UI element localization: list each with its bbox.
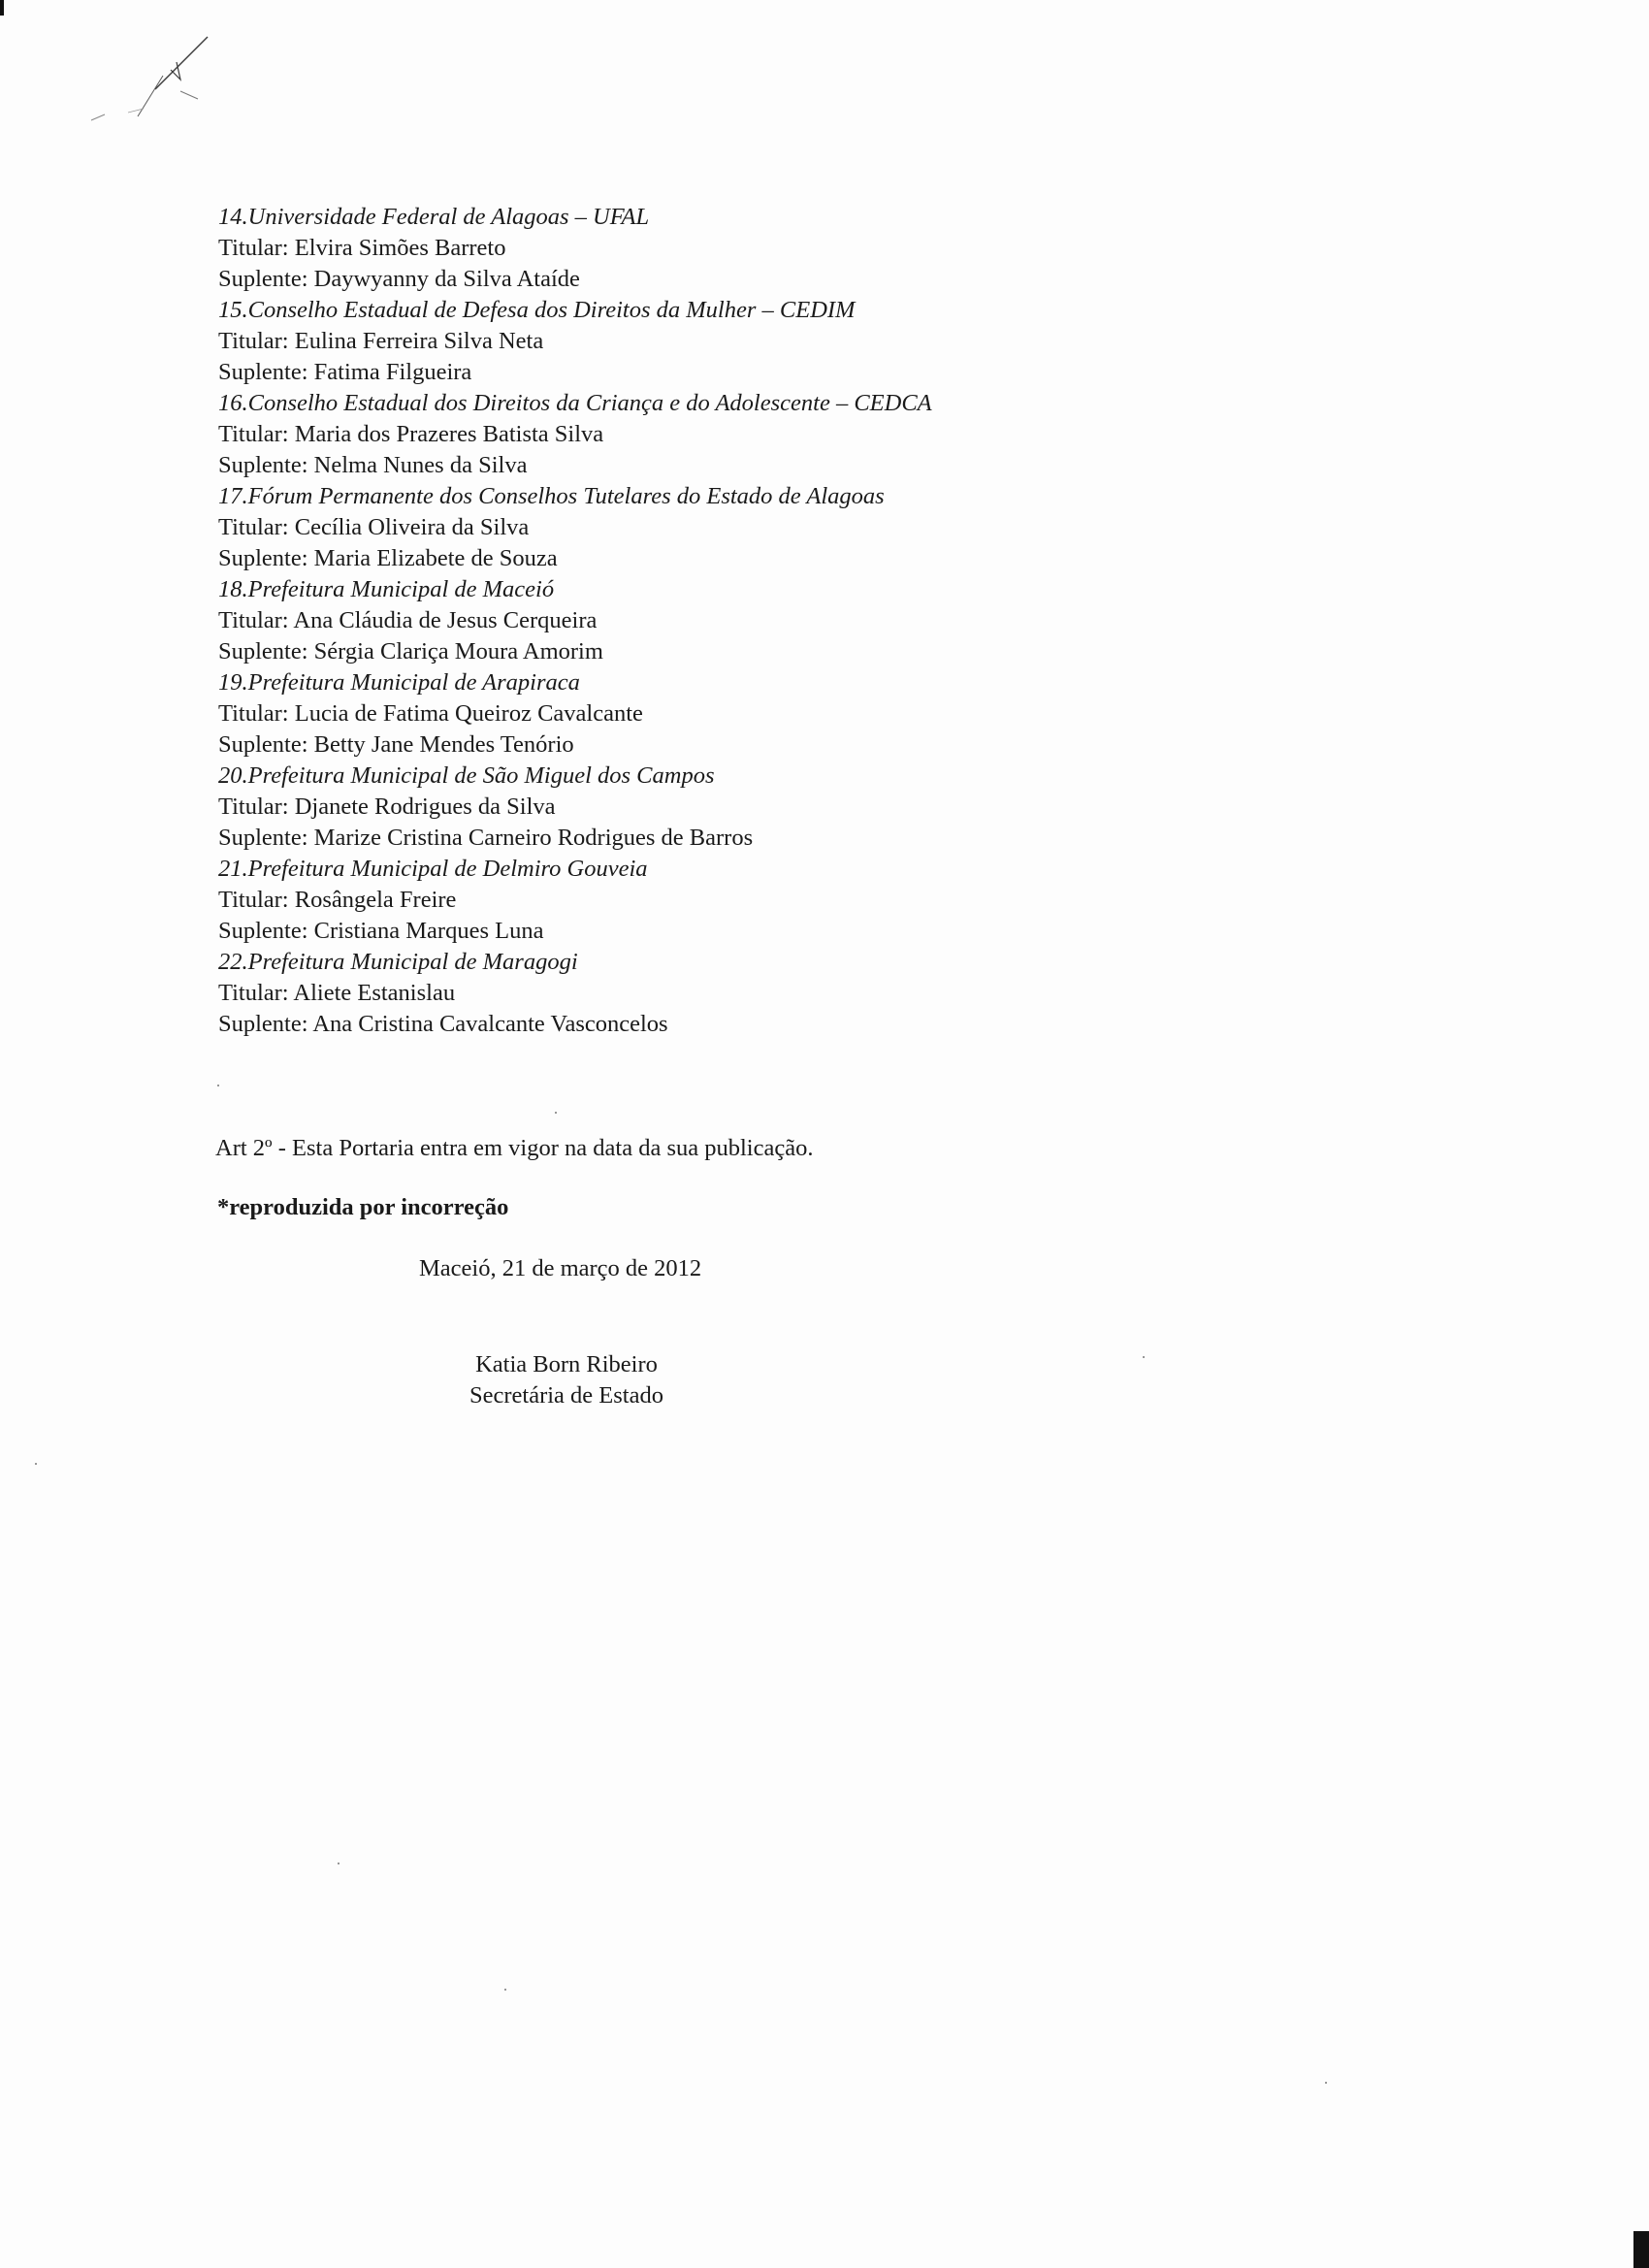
scan-speck [35,1463,37,1465]
member-entry [218,388,955,481]
scan-speck [504,1989,506,1991]
suplente-line: Suplente: Sérgia Clariça Moura Amorim [218,638,603,664]
entity-name: 21.Prefeitura Municipal de Delmiro Gouveia [218,856,648,882]
entity-name: 16.Conselho Estadual dos Direitos da Criança e do Adolescente – CEDCA [218,390,932,416]
entity-name: 22.Prefeitura Municipal de Maragogi [218,949,578,975]
titular-line: Titular: Maria dos Prazeres Batista Silva [218,421,604,447]
suplente-line: Suplente: Daywyanny da Silva Ataíde [218,266,580,292]
scan-speck [338,1863,340,1864]
reproduction-note: *reproduzida por incorreção [217,1194,509,1220]
suplente-line: Suplente: Fatima Filgueira [218,359,472,385]
titular-line: Titular: Lucia de Fatima Queiroz Cavalcante [218,700,643,727]
suplente-line: Suplente: Betty Jane Mendes Tenório [218,731,574,758]
suplente-line: Suplente: Nelma Nunes da Silva [218,452,528,478]
suplente-line: Suplente: Marize Cristina Carneiro Rodrigues de Barros [218,825,754,851]
member-entry [218,481,955,574]
members-list [218,202,955,1040]
entity-name: 17.Fórum Permanente dos Conselhos Tutelares do Estado de Alagoas [218,483,885,509]
titular-line: Titular: Djanete Rodrigues da Silva [218,794,556,820]
signatory-role: Secretária de Estado [469,1382,663,1409]
article-2: Art 2º - Esta Portaria entra em vigor na data da sua publicação. [215,1135,814,1161]
entity-name: 15.Conselho Estadual de Defesa dos Direitos da Mulher – CEDIM [218,297,856,323]
titular-line: Titular: Ana Cláudia de Jesus Cerqueira [218,607,598,633]
scan-edge-mark [0,0,4,16]
titular-line: Titular: Aliete Estanislau [218,980,456,1006]
entity-name: 19.Prefeitura Municipal de Arapiraca [218,669,580,696]
signatory-name: Katia Born Ribeiro [475,1351,658,1377]
member-entry [218,947,955,1040]
scan-speck [1325,2082,1327,2084]
titular-line: Titular: Elvira Simões Barreto [218,235,506,261]
scan-edge-mark [1633,2231,1649,2268]
titular-line: Titular: Cecília Oliveira da Silva [218,514,530,540]
member-entry [218,202,955,295]
suplente-line: Suplente: Cristiana Marques Luna [218,918,544,944]
suplente-line: Suplente: Maria Elizabete de Souza [218,545,558,571]
handwritten-initial-mark [89,33,215,130]
member-entry [218,295,955,388]
entity-name: 14.Universidade Federal de Alagoas – UFAL [218,204,650,230]
titular-line: Titular: Rosângela Freire [218,887,457,913]
signature-block [469,1349,663,1411]
titular-line: Titular: Eulina Ferreira Silva Neta [218,328,544,354]
place-and-date: Maceió, 21 de março de 2012 [419,1255,702,1281]
scan-speck [1143,1356,1145,1358]
entity-name: 20.Prefeitura Municipal de São Miguel dos Campos [218,762,715,789]
member-entry [218,854,955,947]
entity-name: 18.Prefeitura Municipal de Maceió [218,576,555,602]
member-entry [218,667,955,761]
suplente-line: Suplente: Ana Cristina Cavalcante Vasconcelos [218,1011,668,1037]
scan-speck [555,1112,557,1114]
scan-speck [217,1085,219,1086]
member-entry [218,761,955,854]
member-entry [218,574,955,667]
